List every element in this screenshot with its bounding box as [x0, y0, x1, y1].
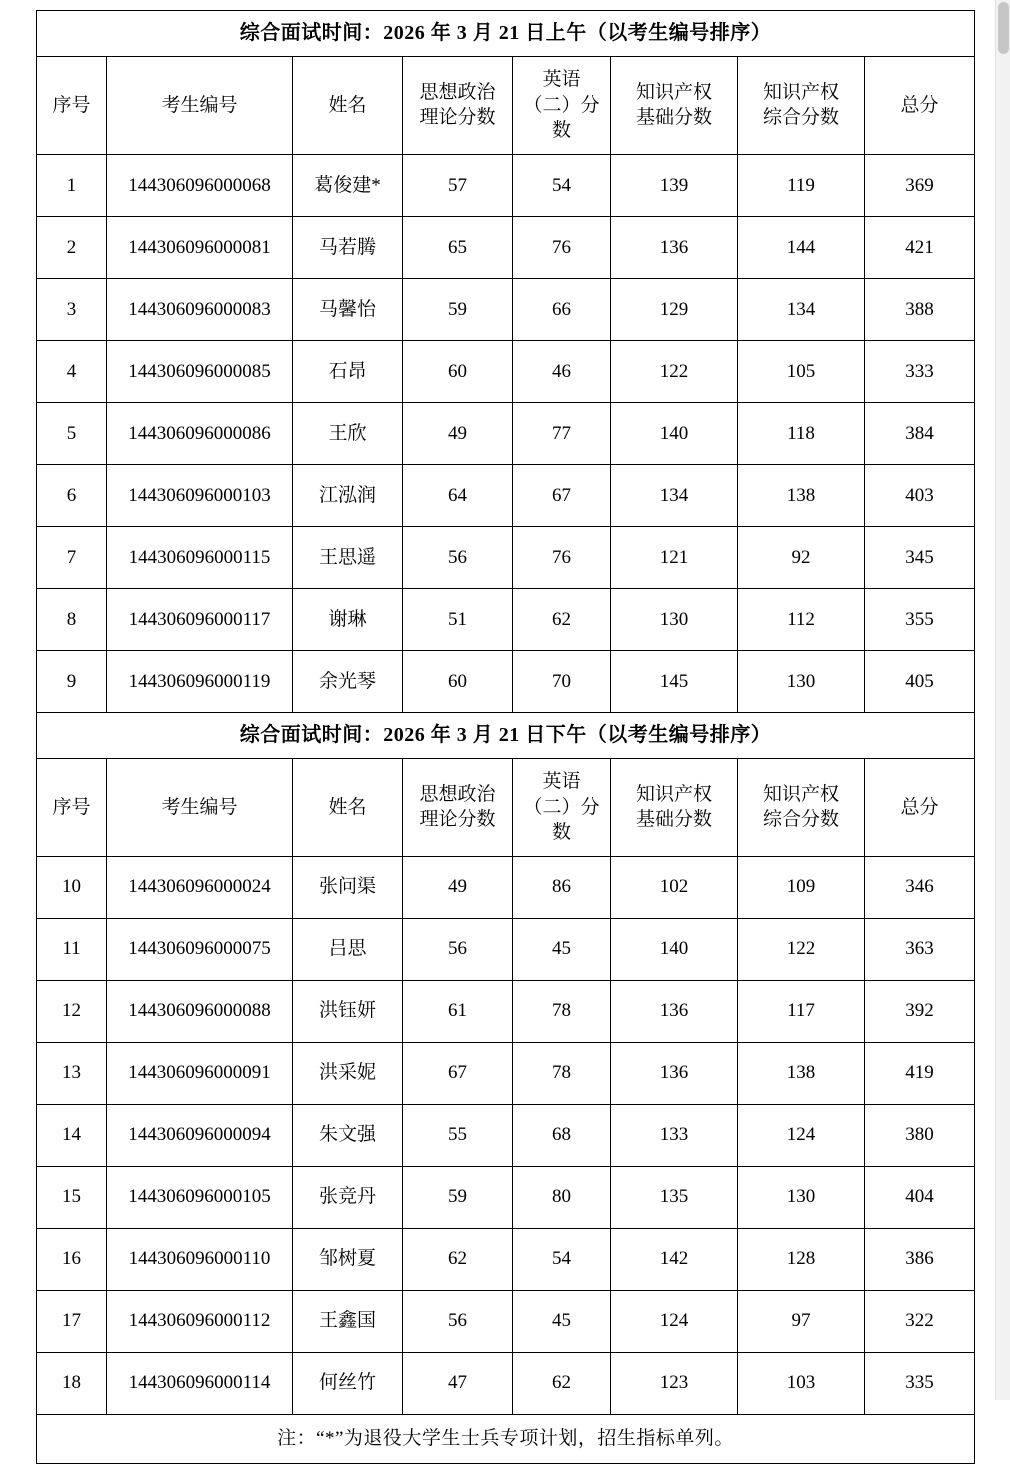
cell-index: 9 [37, 650, 107, 712]
section-title-morning: 综合面试时间：2026 年 3 月 21 日上午（以考生编号排序） [37, 11, 975, 57]
vertical-scrollbar[interactable] [995, 0, 1010, 1400]
cell-politics: 62 [403, 1228, 513, 1290]
cell-name: 王欣 [293, 402, 403, 464]
cell-ip-basic: 140 [611, 402, 738, 464]
cell-index: 8 [37, 588, 107, 650]
cell-ip-comp: 117 [738, 980, 865, 1042]
table-row [37, 340, 975, 402]
table-row [37, 918, 975, 980]
cell-politics: 59 [403, 1166, 513, 1228]
header-ip-comp-line1: 知识产权 [762, 81, 839, 103]
cell-total: 388 [865, 278, 975, 340]
header-total: 总分 [865, 57, 975, 155]
cell-name: 吕思 [293, 918, 403, 980]
cell-ip-comp: 144 [738, 216, 865, 278]
cell-index: 7 [37, 526, 107, 588]
cell-index: 18 [37, 1352, 107, 1414]
cell-ip-basic: 136 [611, 980, 738, 1042]
section-title-afternoon-row [37, 712, 975, 758]
cell-name: 谢琳 [293, 588, 403, 650]
table-row [37, 588, 975, 650]
cell-politics: 64 [403, 464, 513, 526]
cell-politics: 49 [403, 856, 513, 918]
cell-ip-comp: 119 [738, 154, 865, 216]
header-politics [403, 57, 513, 155]
cell-ip-comp: 134 [738, 278, 865, 340]
cell-index: 11 [37, 918, 107, 980]
header-politics-line1: 思想政治 [419, 783, 496, 805]
header-ip-comp-line1: 知识产权 [762, 783, 839, 805]
cell-candidate-no: 144306096000086 [107, 402, 293, 464]
cell-ip-comp: 112 [738, 588, 865, 650]
cell-politics: 59 [403, 278, 513, 340]
header-politics-line2: 理论分数 [419, 809, 496, 831]
cell-candidate-no: 144306096000085 [107, 340, 293, 402]
cell-candidate-no: 144306096000110 [107, 1228, 293, 1290]
cell-ip-basic: 133 [611, 1104, 738, 1166]
cell-ip-basic: 140 [611, 918, 738, 980]
header-name: 姓名 [293, 57, 403, 155]
cell-candidate-no: 144306096000068 [107, 154, 293, 216]
cell-ip-basic: 129 [611, 278, 738, 340]
cell-name: 石昂 [293, 340, 403, 402]
cell-ip-comp: 109 [738, 856, 865, 918]
cell-english: 45 [513, 1290, 611, 1352]
cell-english: 54 [513, 154, 611, 216]
header-ip-basic-line1: 知识产权 [635, 81, 712, 103]
table-row [37, 216, 975, 278]
header-ip-basic [611, 57, 738, 155]
cell-total: 346 [865, 856, 975, 918]
header-ip-basic [611, 758, 738, 856]
cell-candidate-no: 144306096000083 [107, 278, 293, 340]
cell-ip-basic: 121 [611, 526, 738, 588]
table-row [37, 402, 975, 464]
cell-index: 1 [37, 154, 107, 216]
cell-total: 335 [865, 1352, 975, 1414]
cell-index: 12 [37, 980, 107, 1042]
header-ip-basic-line2: 基础分数 [635, 809, 712, 831]
cell-total: 355 [865, 588, 975, 650]
cell-candidate-no: 144306096000094 [107, 1104, 293, 1166]
cell-english: 54 [513, 1228, 611, 1290]
table-row [37, 1228, 975, 1290]
cell-english: 67 [513, 464, 611, 526]
cell-total: 392 [865, 980, 975, 1042]
cell-name: 江泓润 [293, 464, 403, 526]
cell-politics: 56 [403, 526, 513, 588]
header-english-line1: 英语 [542, 69, 581, 90]
header-index: 序号 [37, 758, 107, 856]
cell-index: 6 [37, 464, 107, 526]
cell-index: 5 [37, 402, 107, 464]
table-row [37, 1290, 975, 1352]
cell-ip-basic: 124 [611, 1290, 738, 1352]
cell-ip-basic: 145 [611, 650, 738, 712]
table-row [37, 154, 975, 216]
cell-ip-basic: 122 [611, 340, 738, 402]
header-politics-line1: 思想政治 [419, 81, 496, 103]
cell-ip-basic: 136 [611, 216, 738, 278]
header-ip-comp-line2: 综合分数 [762, 107, 839, 129]
cell-ip-basic: 130 [611, 588, 738, 650]
cell-index: 4 [37, 340, 107, 402]
cell-name: 余光琴 [293, 650, 403, 712]
table-row [37, 650, 975, 712]
table-row [37, 1104, 975, 1166]
header-total: 总分 [865, 758, 975, 856]
cell-ip-comp: 130 [738, 1166, 865, 1228]
cell-total: 380 [865, 1104, 975, 1166]
header-politics-line2: 理论分数 [419, 107, 496, 129]
cell-politics: 56 [403, 1290, 513, 1352]
table-row [37, 980, 975, 1042]
header-english-line1: 英语 [542, 770, 581, 792]
cell-total: 384 [865, 402, 975, 464]
cell-english: 62 [513, 588, 611, 650]
cell-candidate-no: 144306096000024 [107, 856, 293, 918]
cell-name: 王鑫国 [293, 1290, 403, 1352]
table-row [37, 1166, 975, 1228]
interview-schedule-table [36, 10, 975, 1464]
cell-total: 405 [865, 650, 975, 712]
cell-total: 363 [865, 918, 975, 980]
header-ip-comp-line2: 综合分数 [762, 809, 839, 831]
cell-ip-comp: 103 [738, 1352, 865, 1414]
header-ip-comprehensive [738, 57, 865, 155]
table-body [37, 11, 975, 1464]
header-politics [403, 758, 513, 856]
cell-index: 16 [37, 1228, 107, 1290]
cell-ip-comp: 138 [738, 1042, 865, 1104]
cell-english: 78 [513, 980, 611, 1042]
cell-name: 马若腾 [293, 216, 403, 278]
cell-name: 王思遥 [293, 526, 403, 588]
cell-name: 何丝竹 [293, 1352, 403, 1414]
cell-name: 邹树夏 [293, 1228, 403, 1290]
cell-index: 14 [37, 1104, 107, 1166]
header-ip-basic-line2: 基础分数 [635, 107, 712, 129]
cell-english: 77 [513, 402, 611, 464]
table-row [37, 526, 975, 588]
cell-candidate-no: 144306096000105 [107, 1166, 293, 1228]
cell-total: 403 [865, 464, 975, 526]
cell-name: 葛俊建* [293, 154, 403, 216]
header-english-line2: （二）分 [523, 94, 600, 116]
cell-politics: 60 [403, 650, 513, 712]
cell-name: 张问渠 [293, 856, 403, 918]
header-english-line3: 数 [551, 120, 571, 142]
cell-ip-comp: 130 [738, 650, 865, 712]
cell-ip-comp: 105 [738, 340, 865, 402]
cell-candidate-no: 144306096000115 [107, 526, 293, 588]
cell-candidate-no: 144306096000103 [107, 464, 293, 526]
cell-politics: 61 [403, 980, 513, 1042]
cell-politics: 51 [403, 588, 513, 650]
cell-candidate-no: 144306096000114 [107, 1352, 293, 1414]
cell-index: 10 [37, 856, 107, 918]
cell-total: 419 [865, 1042, 975, 1104]
header-row-morning [37, 57, 975, 155]
table-row [37, 856, 975, 918]
cell-candidate-no: 144306096000091 [107, 1042, 293, 1104]
cell-ip-comp: 128 [738, 1228, 865, 1290]
cell-candidate-no: 144306096000081 [107, 216, 293, 278]
header-english [513, 758, 611, 856]
cell-index: 13 [37, 1042, 107, 1104]
cell-ip-comp: 97 [738, 1290, 865, 1352]
cell-ip-comp: 124 [738, 1104, 865, 1166]
cell-ip-basic: 136 [611, 1042, 738, 1104]
cell-total: 421 [865, 216, 975, 278]
header-english [513, 57, 611, 155]
cell-name: 张竞丹 [293, 1166, 403, 1228]
cell-candidate-no: 144306096000075 [107, 918, 293, 980]
cell-english: 70 [513, 650, 611, 712]
scrollbar-thumb[interactable] [998, 2, 1009, 54]
cell-candidate-no: 144306096000112 [107, 1290, 293, 1352]
cell-english: 80 [513, 1166, 611, 1228]
header-ip-comprehensive [738, 758, 865, 856]
cell-name: 马馨怡 [293, 278, 403, 340]
cell-name: 洪采妮 [293, 1042, 403, 1104]
cell-ip-basic: 134 [611, 464, 738, 526]
cell-name: 洪钰妍 [293, 980, 403, 1042]
footnote-row [37, 1414, 975, 1463]
cell-ip-comp: 92 [738, 526, 865, 588]
table-row [37, 464, 975, 526]
cell-english: 86 [513, 856, 611, 918]
header-english-line3: 数 [551, 822, 571, 844]
cell-english: 78 [513, 1042, 611, 1104]
cell-name: 朱文强 [293, 1104, 403, 1166]
cell-ip-comp: 122 [738, 918, 865, 980]
cell-politics: 49 [403, 402, 513, 464]
table-row [37, 1352, 975, 1414]
cell-ip-basic: 102 [611, 856, 738, 918]
cell-total: 369 [865, 154, 975, 216]
cell-english: 68 [513, 1104, 611, 1166]
section-title-morning-row [37, 11, 975, 57]
cell-index: 3 [37, 278, 107, 340]
footnote-text: 注：“*”为退役大学生士兵专项计划，招生指标单列。 [37, 1414, 975, 1463]
table-row [37, 278, 975, 340]
cell-english: 76 [513, 526, 611, 588]
cell-ip-basic: 139 [611, 154, 738, 216]
cell-total: 404 [865, 1166, 975, 1228]
cell-total: 322 [865, 1290, 975, 1352]
header-candidate-no: 考生编号 [107, 758, 293, 856]
cell-index: 17 [37, 1290, 107, 1352]
cell-politics: 57 [403, 154, 513, 216]
cell-candidate-no: 144306096000088 [107, 980, 293, 1042]
cell-politics: 55 [403, 1104, 513, 1166]
cell-ip-basic: 123 [611, 1352, 738, 1414]
header-index: 序号 [37, 57, 107, 155]
cell-politics: 56 [403, 918, 513, 980]
cell-total: 386 [865, 1228, 975, 1290]
cell-ip-comp: 138 [738, 464, 865, 526]
header-name: 姓名 [293, 758, 403, 856]
cell-ip-basic: 135 [611, 1166, 738, 1228]
cell-english: 62 [513, 1352, 611, 1414]
cell-total: 345 [865, 526, 975, 588]
cell-politics: 67 [403, 1042, 513, 1104]
section-title-afternoon: 综合面试时间：2026 年 3 月 21 日下午（以考生编号排序） [37, 712, 975, 758]
cell-ip-basic: 142 [611, 1228, 738, 1290]
cell-politics: 47 [403, 1352, 513, 1414]
header-ip-basic-line1: 知识产权 [635, 783, 712, 805]
cell-total: 333 [865, 340, 975, 402]
cell-politics: 65 [403, 216, 513, 278]
header-candidate-no: 考生编号 [107, 57, 293, 155]
cell-english: 46 [513, 340, 611, 402]
cell-english: 66 [513, 278, 611, 340]
cell-ip-comp: 118 [738, 402, 865, 464]
cell-candidate-no: 144306096000119 [107, 650, 293, 712]
header-row-afternoon [37, 758, 975, 856]
cell-english: 76 [513, 216, 611, 278]
cell-candidate-no: 144306096000117 [107, 588, 293, 650]
cell-english: 45 [513, 918, 611, 980]
cell-index: 2 [37, 216, 107, 278]
header-english-line2: （二）分 [523, 796, 600, 818]
table-row [37, 1042, 975, 1104]
cell-politics: 60 [403, 340, 513, 402]
cell-index: 15 [37, 1166, 107, 1228]
